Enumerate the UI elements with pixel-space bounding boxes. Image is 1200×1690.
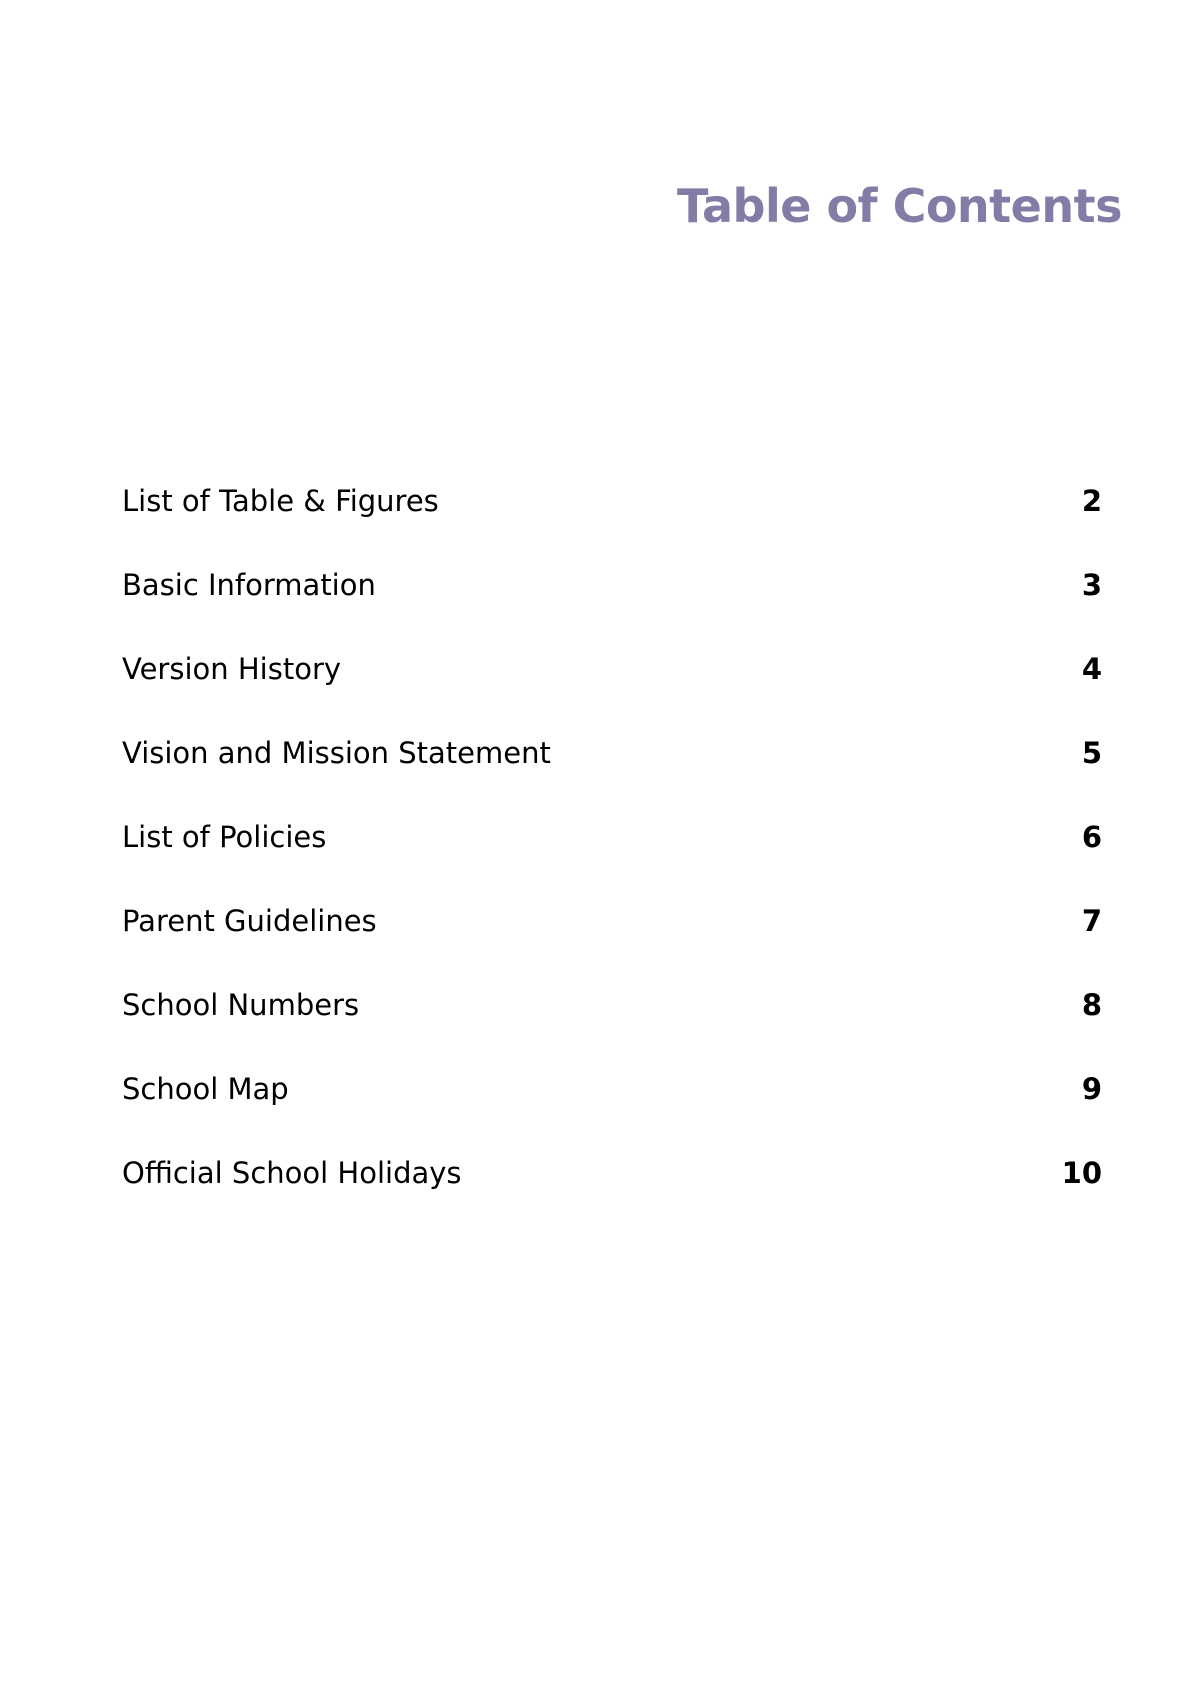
toc-entry[interactable] bbox=[122, 1064, 1102, 1148]
toc-entry-label: School Map bbox=[122, 1072, 289, 1106]
toc-entry[interactable] bbox=[122, 812, 1102, 896]
toc-entry-label: Version History bbox=[122, 652, 342, 686]
page-title: Table of Contents bbox=[677, 179, 1122, 233]
toc-entry-label: Vision and Mission Statement bbox=[122, 736, 551, 770]
toc-entry[interactable] bbox=[122, 560, 1102, 644]
toc-entry-page-number: 10 bbox=[1061, 1156, 1102, 1190]
toc-entry-page-number: 7 bbox=[1081, 904, 1102, 938]
toc-entry-page-number: 5 bbox=[1081, 736, 1102, 770]
toc-entry-label: Official School Holidays bbox=[122, 1156, 462, 1190]
toc-entry-page-number: 4 bbox=[1081, 652, 1102, 686]
toc-entry-label: List of Table & Figures bbox=[122, 484, 439, 518]
toc-entry-page-number: 3 bbox=[1081, 568, 1102, 602]
toc-entry[interactable] bbox=[122, 980, 1102, 1064]
toc-entry-page-number: 8 bbox=[1081, 988, 1102, 1022]
toc-entry-label: Parent Guidelines bbox=[122, 904, 377, 938]
toc-entry-page-number: 9 bbox=[1081, 1072, 1102, 1106]
toc-entry[interactable] bbox=[122, 728, 1102, 812]
toc-entry-label: Basic Information bbox=[122, 568, 376, 602]
toc-entry-page-number: 2 bbox=[1081, 484, 1102, 518]
toc-list bbox=[122, 476, 1102, 1232]
toc-entry[interactable] bbox=[122, 896, 1102, 980]
toc-entry[interactable] bbox=[122, 1148, 1102, 1232]
toc-entry-label: School Numbers bbox=[122, 988, 360, 1022]
toc-entry[interactable] bbox=[122, 644, 1102, 728]
toc-entry-page-number: 6 bbox=[1081, 820, 1102, 854]
toc-entry[interactable] bbox=[122, 476, 1102, 560]
toc-entry-label: List of Policies bbox=[122, 820, 327, 854]
